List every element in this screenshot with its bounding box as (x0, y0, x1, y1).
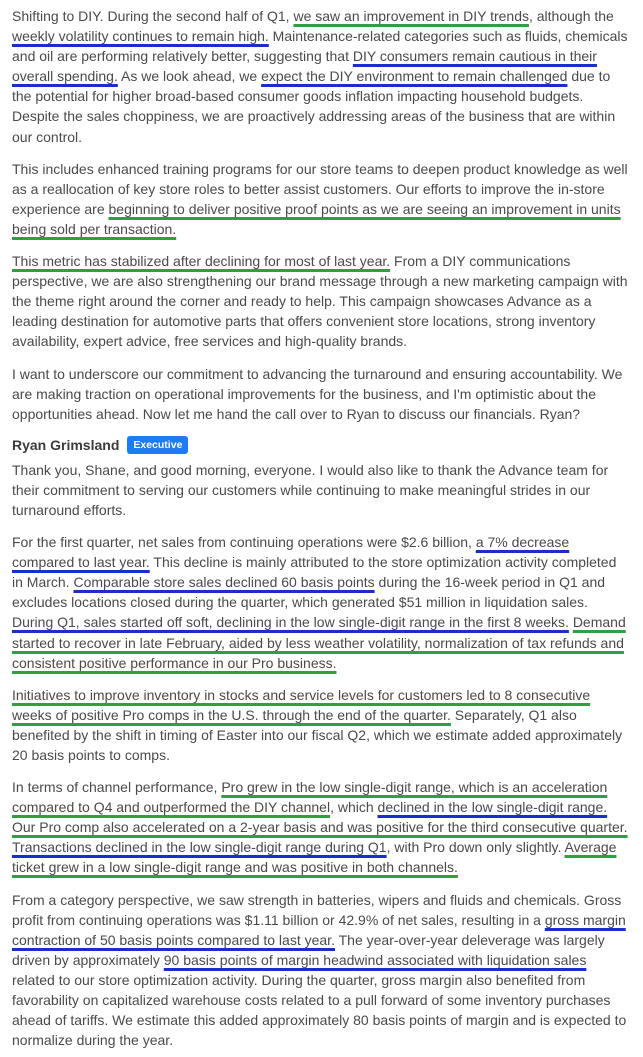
text-segment: related to our store optimization activity. During the quarter, gross margin also benefited from favorability on capitalized warehouse costs related to a pull forward of some inventory purchases ahead of tariffs. We estimate this added approximately 80 basis points of margin and is expected to normalize during the year. (12, 971, 627, 1049)
highlight-negative: DIY consumers remain cautious in their overall spending. (12, 48, 597, 85)
transcript-block-ryan (12, 460, 631, 1051)
transcript-paragraph (12, 890, 631, 1051)
transcript-paragraph (12, 460, 631, 520)
text-segment: Separately, Q1 also benefited by the shift in timing of Easter into our fiscal Q2, which we estimate added approximately 20 basis points to comps. (12, 706, 623, 763)
highlight-positive: beginning to deliver positive proof points as we are seeing an improvement in units being sold per transaction. (12, 200, 621, 237)
highlight-negative: During Q1, sales started off soft, declining in the low single-digit range in the first 8 weeks. (12, 614, 569, 631)
highlight-positive: Demand started to recover in late February, aided by less weather volatility, normalization of tax refunds and consistent positive performance in our Pro business. (12, 614, 626, 671)
highlight-negative: Transactions declined in the low single-digit range during Q1 (12, 839, 387, 856)
transcript-paragraph (12, 6, 631, 147)
highlight-negative: weekly volatility continues to remain high. (12, 28, 269, 45)
text-segment: This decline is mainly attributed to the store optimization activity completed in March. (12, 554, 617, 591)
text-segment: From a DIY communications perspective, we are also strengthening our brand message through a new marketing campaign with the theme right around the corner and ready to help. This campaign showcases Advance as a leading destination for automotive parts that offers convenient store locations, strong inventory availability, expert advice, free services and high-quality brands. (12, 253, 628, 350)
text-segment: I want to underscore our commitment to advancing the turnaround and ensuring accountability. We are making traction on operational improvements for the business, and I'm optimistic about the opportunities ahead. Now let me hand the call over to Ryan to discuss our financials. Ryan? (12, 365, 623, 422)
highlight-negative: a 7% decrease compared to last year. (12, 534, 570, 571)
highlight-positive: Average ticket grew in a low single-digit range and was positive in both channels. (12, 839, 617, 876)
transcript-block-shane (12, 6, 631, 424)
text-segment: Shifting to DIY. During the second half of Q1, (12, 8, 294, 24)
transcript-paragraph (12, 685, 631, 765)
transcript-paragraph (12, 777, 631, 877)
highlight-positive: we saw an improvement in DIY trends (293, 8, 529, 24)
text-segment: In terms of channel performance, (12, 779, 222, 796)
transcript-paragraph (12, 364, 631, 424)
highlight-negative: Comparable store sales declined 60 basis points (73, 574, 375, 591)
text-segment: Thank you, Shane, and good morning, everyone. I would also like to thank the Advance team for their commitment to serving our customers while continuing to make meaningful strides in our turnaround efforts. (12, 461, 609, 518)
speaker-name: Ryan Grimsland (12, 436, 120, 453)
speaker-role-badge: Executive (127, 436, 188, 454)
text-segment: This includes enhanced training programs for our store teams to deepen product knowledge as well as a reallocation of key store roles to better assist customers. Our efforts to improve the in-store experience are (12, 160, 628, 217)
text-segment: , with Pro down only slightly. (386, 839, 565, 856)
transcript-paragraph (12, 532, 631, 673)
speaker-header (12, 436, 631, 454)
text-segment: due to the potential for higher broad-based consumer goods inflation impacting household budgets. Despite the sales choppiness, we are proactively addressing areas of the business that are within our control. (12, 68, 616, 145)
highlight-negative: declined in the low single-digit range. (377, 799, 608, 816)
transcript-paragraph (12, 159, 631, 239)
highlight-negative: 90 basis points of margin headwind associated with liquidation sales (163, 951, 587, 968)
text-segment: Maintenance-related categories such as fluids, chemicals and oil are performing relatively better, suggesting that (12, 28, 628, 65)
text-segment: The year-over-year deleverage was largely driven by approximately (12, 931, 605, 968)
highlight-negative: expect the DIY environment to remain challenged (261, 68, 568, 85)
highlight-positive: This metric has stabilized after declining for most of last year. (12, 253, 391, 270)
highlight-positive: Pro grew in the low single-digit range, which is an acceleration compared to Q4 and outperformed the DIY channel (12, 779, 608, 816)
highlight-positive: Our Pro comp also accelerated on a 2-year basis and was positive for the third consecutive quarter. (12, 819, 628, 836)
text-segment: For the first quarter, net sales from continuing operations were $2.6 billion, (12, 534, 476, 551)
text-segment: From a category perspective, we saw strength in batteries, wipers and fluids and chemicals. Gross profit from continuing operations was $1.11 billion or 42.9% of net sales, resulting in a (12, 891, 622, 928)
text-segment: during the 16-week period in Q1 and excludes locations closed during the quarter, which generated $51 million in liquidation sales. (12, 574, 606, 611)
text-segment: , which (330, 799, 378, 816)
highlight-positive: Initiatives to improve inventory in stocks and service levels for customers led to 8 consecutive weeks of positive Pro comps in the U.S. through the end of the quarter. (12, 686, 591, 723)
text-segment: As we look ahead, we (117, 68, 262, 85)
highlight-negative: gross margin contraction of 50 basis points compared to last year. (12, 911, 626, 948)
text-segment: , although the (528, 8, 614, 24)
transcript-paragraph (12, 251, 631, 351)
